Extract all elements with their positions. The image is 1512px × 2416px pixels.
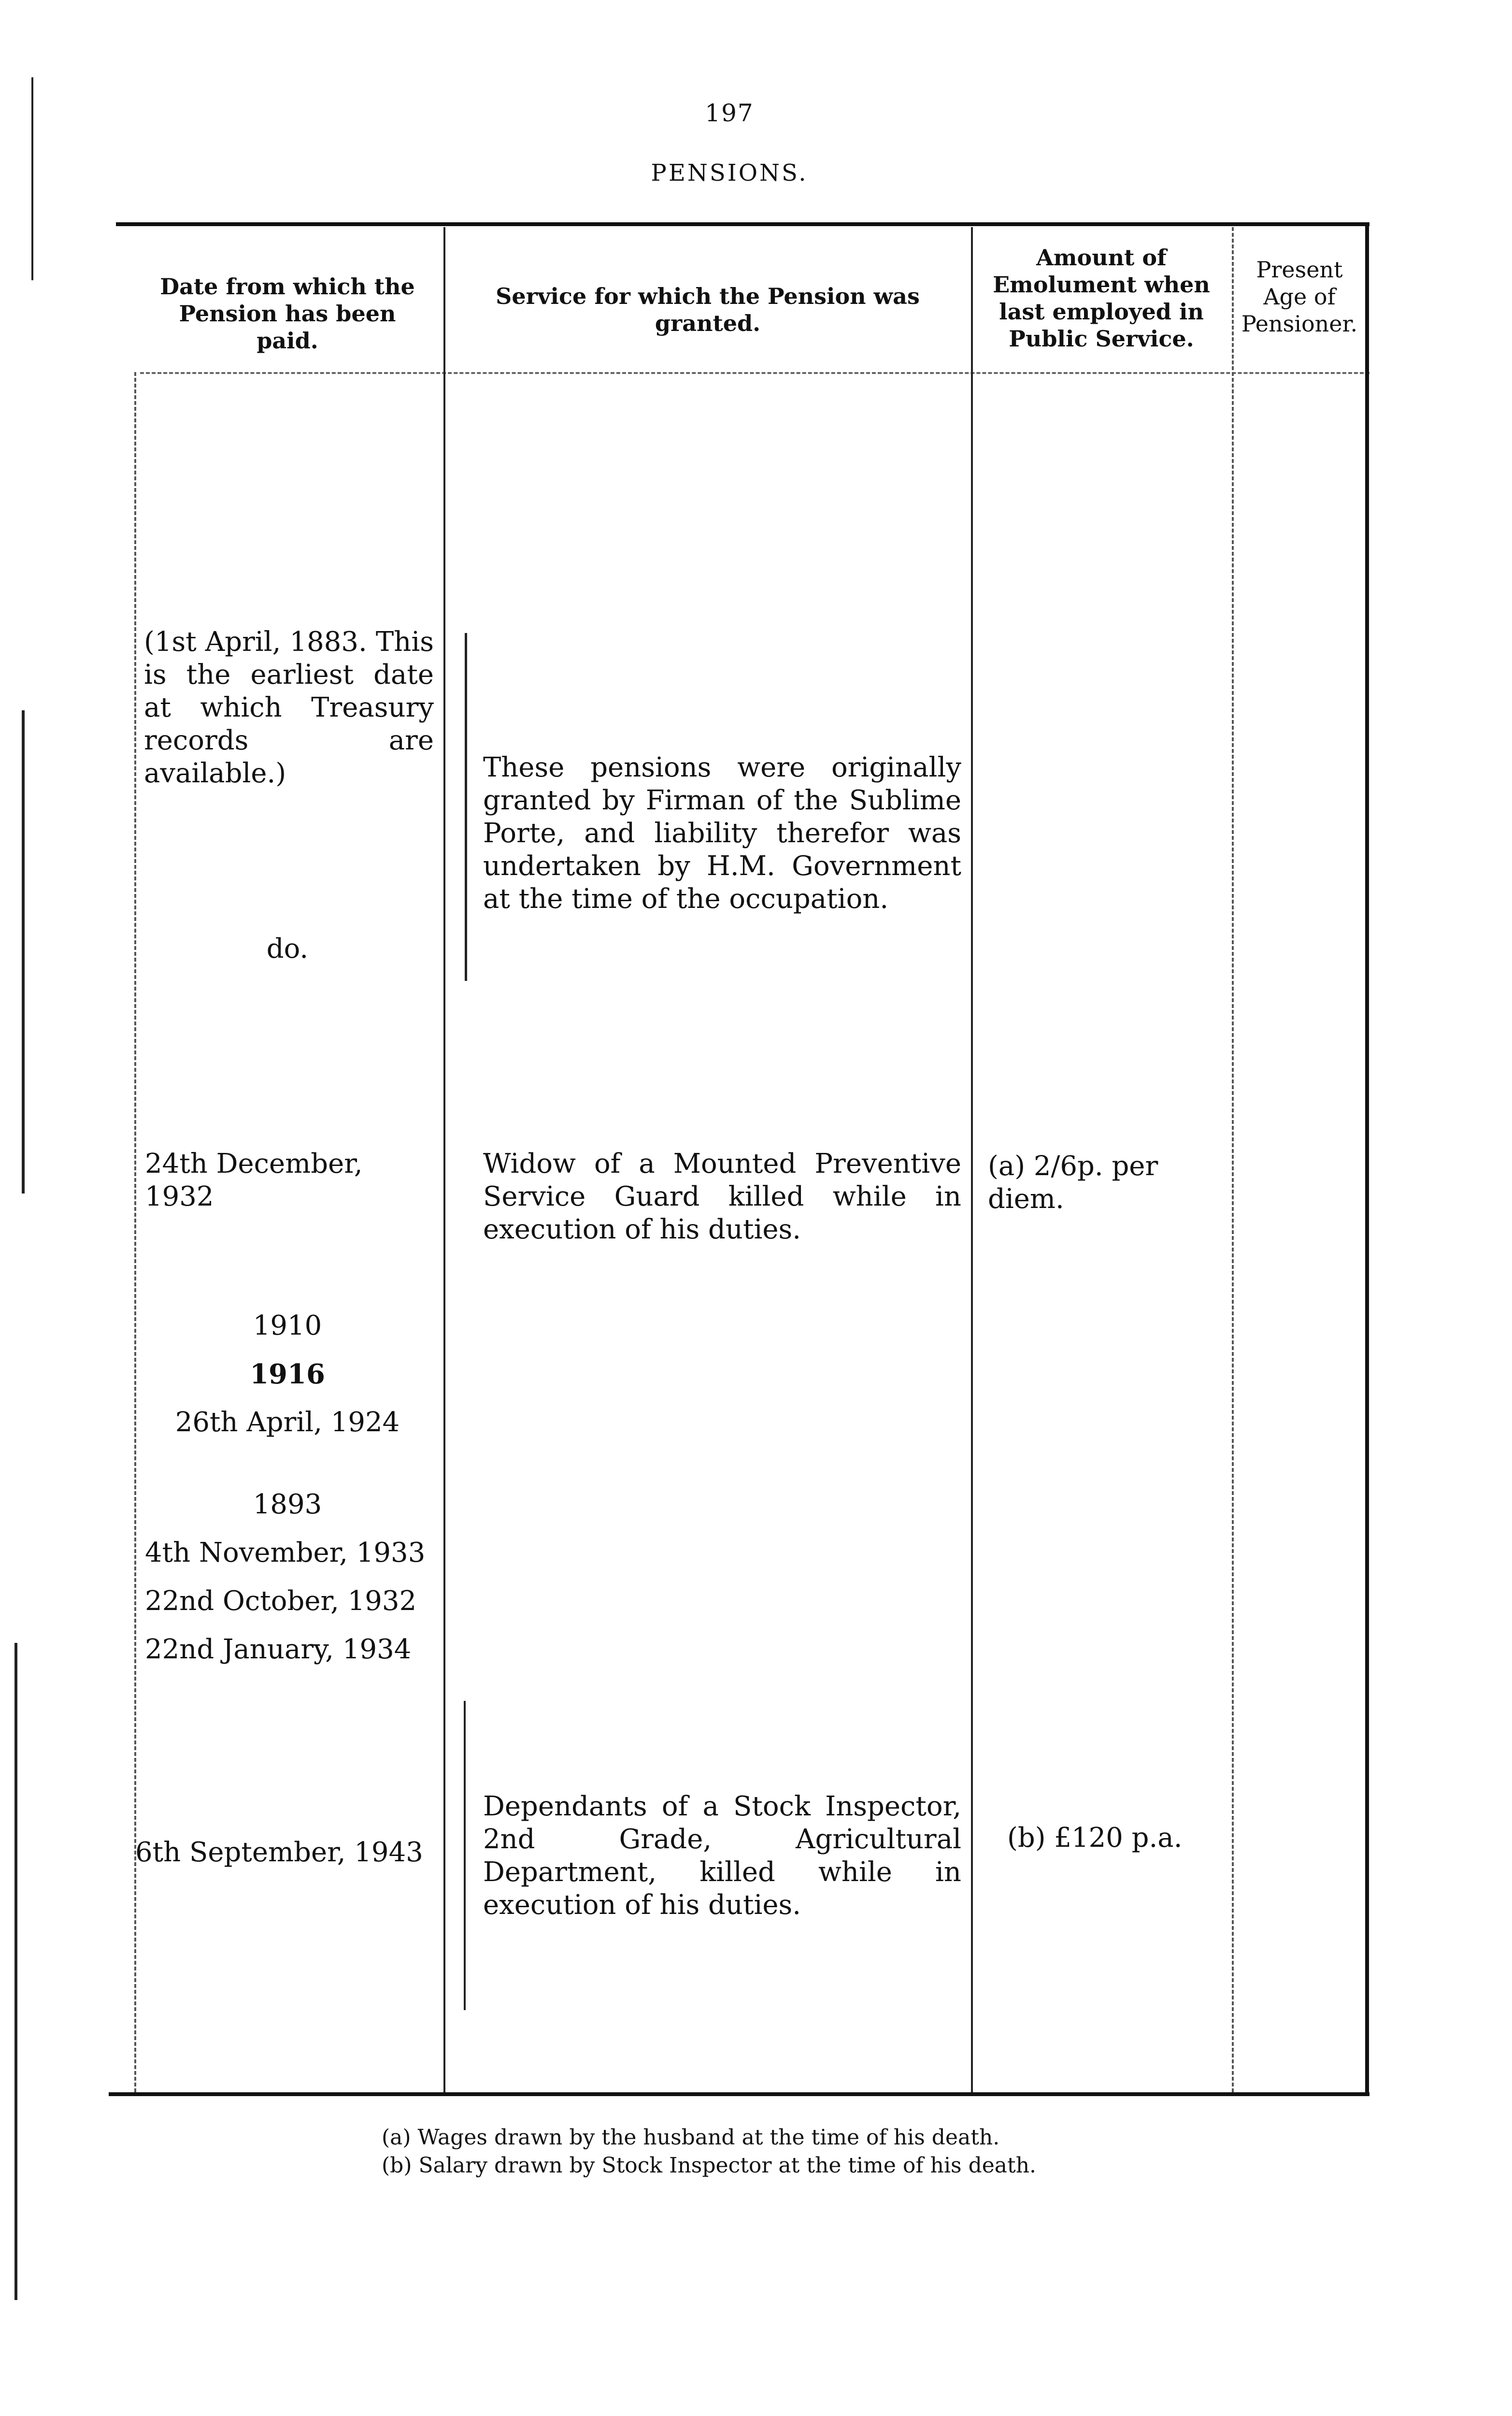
table-right-border <box>1365 225 1369 2095</box>
column-divider-1 <box>443 227 445 2092</box>
widow-date: 24th December, 1932 <box>145 1148 363 1212</box>
stock-brace <box>464 1701 466 2010</box>
header-divider <box>140 372 1369 374</box>
column-divider-2 <box>971 227 973 2092</box>
page-title: PENSIONS. <box>651 159 808 187</box>
firman-service: These pensions were originally granted by Firman of the Sublime Porte, and liability therefor was undertaken by H.M. Government at the time of the occupation. <box>483 752 961 915</box>
page-number: 197 <box>705 99 754 127</box>
header-emolument: Amount of Emolument when last employed in Public Service. <box>993 244 1210 352</box>
margin-mark-bottom <box>14 1643 17 2300</box>
date-26th-april-1924: 26th April, 1924 <box>175 1407 400 1438</box>
date-22nd-january-1934: 22nd January, 1934 <box>145 1634 412 1665</box>
date-4th-november-1933: 4th November, 1933 <box>145 1537 426 1568</box>
margin-mark-top <box>31 77 33 280</box>
header-age: Present Age of Pensioner. <box>1241 257 1358 337</box>
date-22nd-october-1932: 22nd October, 1932 <box>145 1585 417 1617</box>
date-1893: 1893 <box>253 1489 322 1520</box>
firman-brace <box>465 633 467 981</box>
footnote-b: (b) Salary drawn by Stock Inspector at the time of his death. <box>382 2153 1037 2178</box>
widow-emolument: (a) 2/6p. per diem. <box>988 1150 1158 1215</box>
firman-date-do: do. <box>266 933 309 964</box>
firman-date: (1st April, 1883. This is the earliest date at which Treasury records are available.) <box>144 626 434 789</box>
date-1916: 1916 <box>250 1358 325 1390</box>
footnote-a: (a) Wages drawn by the husband at the time of his death. <box>382 2125 1000 2150</box>
widow-service: Widow of a Mounted Preventive Service Guard killed while in execution of his duties. <box>483 1148 961 1245</box>
stock-date: 6th September, 1943 <box>135 1837 423 1868</box>
table-top-rule <box>116 222 1369 226</box>
header-service: Service for which the Pension was granted. <box>496 283 920 336</box>
stock-service: Dependants of a Stock Inspector, 2nd Grade, Agricultural Department, killed while in execution of his duties. <box>483 1791 961 1921</box>
header-date: Date from which the Pension has been paid. <box>160 273 415 354</box>
table-bottom-rule <box>109 2092 1369 2096</box>
footnotes <box>382 2124 1036 2180</box>
date-1910: 1910 <box>253 1310 322 1341</box>
margin-mark-middle <box>22 710 25 1194</box>
table-left-border <box>134 372 136 2092</box>
stock-emolument: (b) £120 p.a. <box>1007 1822 1183 1854</box>
